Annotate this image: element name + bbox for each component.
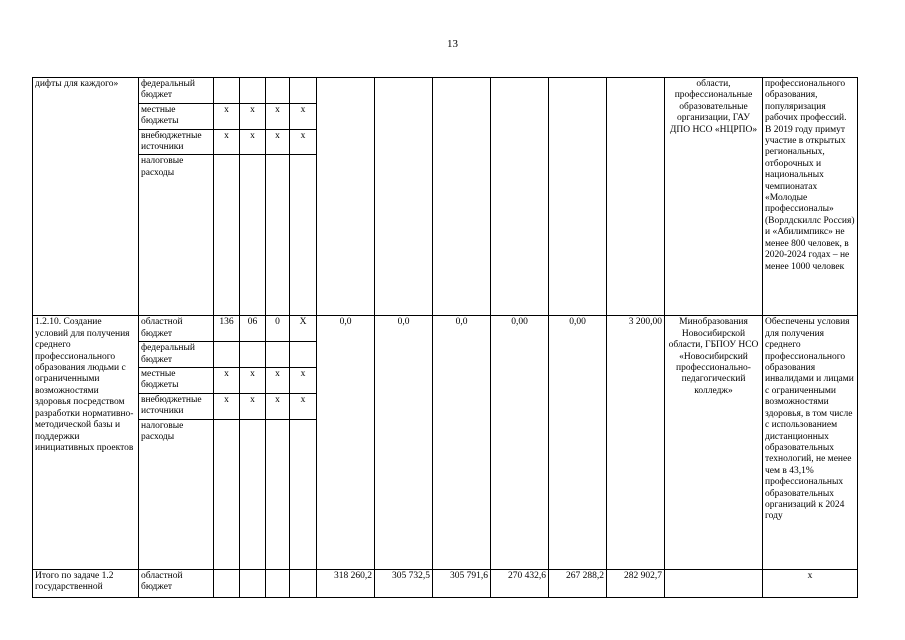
value-cell [491,78,549,316]
code-cell: х [290,368,317,394]
code-cell [214,419,240,569]
code-cell [290,155,317,316]
code-cell: 136 [214,316,240,342]
value-cell: 305 732,5 [375,569,433,597]
code-cell: х [290,393,317,419]
code-cell: х [266,103,290,129]
code-cell [214,155,240,316]
funding-source: внебюджетные источники [139,129,214,155]
value-cell: 0,0 [375,316,433,569]
funding-source: федеральный бюджет [139,342,214,368]
code-cell: х [240,368,266,394]
code-cell [290,78,317,104]
table-row [33,316,858,342]
table-row [33,78,858,104]
funding-source: федеральный бюджет [139,78,214,104]
table-row [33,569,858,597]
code-cell [266,78,290,104]
value-cell [607,78,665,316]
code-cell [266,155,290,316]
value-cell: 0,0 [317,316,375,569]
code-cell [214,569,240,597]
value-cell: 267 288,2 [549,569,607,597]
funding-source: внебюджетные источники [139,393,214,419]
code-cell: х [214,129,240,155]
code-cell: х [214,368,240,394]
value-cell: 282 902,7 [607,569,665,597]
code-cell [240,155,266,316]
code-cell: х [290,129,317,155]
code-cell [240,419,266,569]
code-cell [266,419,290,569]
executor-cell: Минобразования Новосибирской области, ГБПОУ НСО «Новосибирский профессионально-педагогический колледж» [665,316,763,569]
code-cell: х [240,103,266,129]
value-cell [549,78,607,316]
code-cell [214,342,240,368]
value-cell: 0,00 [549,316,607,569]
code-cell: х [266,129,290,155]
code-cell [240,342,266,368]
funding-source: налоговые расходы [139,155,214,316]
code-cell [266,342,290,368]
code-cell [290,342,317,368]
event-name-cell: дифты для каждого» [33,78,139,316]
value-cell: 0,0 [433,316,491,569]
value-cell: 318 260,2 [317,569,375,597]
code-cell [290,569,317,597]
code-cell: х [214,103,240,129]
code-cell: х [290,103,317,129]
executor-cell [665,569,763,597]
result-cell: профессионального образования, популяризация рабочих профессий. В 2019 году примут участие в открытых региональных, отборочных и национальных чемпионатах «Молодые профессионалы» (Ворлдскиллс Россия) и «Абилимпикс» не менее 800 человек, в 2020-2024 годах – не менее 1000 человек [763,78,858,316]
code-cell [240,569,266,597]
code-cell [240,78,266,104]
result-cell: Обеспечены условия для получения среднего профессионального образования инвалидами и лицами с ограниченными возможностями здоровья, в том числе с использованием дистанционных образовательных технологий, не менее чем в 43,1% профессиональных образовательных организаций к 2024 году [763,316,858,569]
code-cell: 06 [240,316,266,342]
budget-table [32,77,858,598]
code-cell: Х [290,316,317,342]
value-cell: 305 791,6 [433,569,491,597]
value-cell [375,78,433,316]
value-cell [433,78,491,316]
code-cell [266,569,290,597]
funding-source: местные бюджеты [139,368,214,394]
funding-source: областной бюджет [139,316,214,342]
code-cell: х [266,368,290,394]
result-cell: х [763,569,858,597]
value-cell: 3 200,00 [607,316,665,569]
code-cell [214,78,240,104]
code-cell [290,419,317,569]
funding-source: налоговые расходы [139,419,214,569]
code-cell: х [240,393,266,419]
event-name-cell: Итого по задаче 1.2 государственной [33,569,139,597]
code-cell: х [214,393,240,419]
value-cell [317,78,375,316]
value-cell: 0,00 [491,316,549,569]
executor-cell: области, профессиональные образовательные организации, ГАУ ДПО НСО «НЦРПО» [665,78,763,316]
code-cell: х [240,129,266,155]
funding-source: областной бюджет [139,569,214,597]
event-name-cell: 1.2.10. Создание условий для получения среднего профессионального образования людьми с ограниченными возможностями здоровья посредством разработки нормативно-методической базы и поддержки инициативных проектов [33,316,139,569]
value-cell: 270 432,6 [491,569,549,597]
page-number: 13 [447,38,458,50]
code-cell: х [266,393,290,419]
code-cell: 0 [266,316,290,342]
funding-source: местные бюджеты [139,103,214,129]
